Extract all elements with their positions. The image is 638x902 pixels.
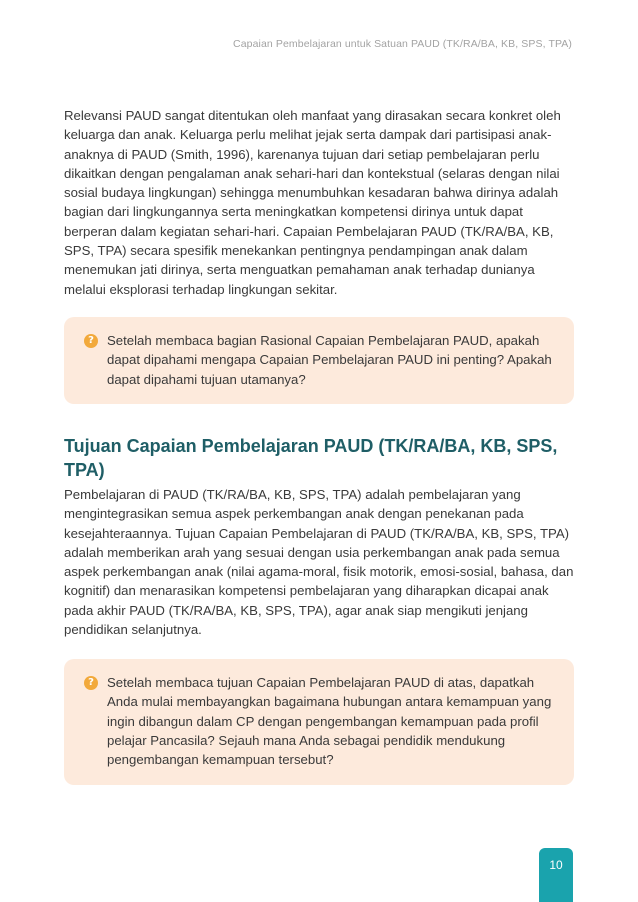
section-heading: Tujuan Capaian Pembelajaran PAUD (TK/RA/BA, KB, SPS, TPA) bbox=[64, 436, 558, 480]
reflection-question-2: Setelah membaca tujuan Capaian Pembelajaran PAUD di atas, dapatkah Anda mulai membayangkan bagaimana hubungan antara kemampuan yang ingin dibangun dalam CP dengan pengembangan kemampuan pada profil pelajar Pancasila? Sejauh mana Anda sebagai pendidik mendukung pengembangan kemampuan tersebut? bbox=[107, 675, 552, 768]
objectives-paragraph: Pembelajaran di PAUD (TK/RA/BA, KB, SPS, TPA) adalah pembelajaran yang mengintegrasikan semua aspek perkembangan anak dengan penekanan pada kesejahteraannya. Tujuan Capaian Pembelajaran di PAUD (TK/RA/BA, KB, SPS, TPA) adalah memberikan arah yang sesuai dengan usia perkembangan anak pada semua aspek perkembangan anak (nilai agama-moral, fisik motorik, emosi-sosial, bahasa, dan kognitif) dan menarasikan kompetensi pembelajaran yang diharapkan dicapai anak pada akhir PAUD (TK/RA/BA, KB, SPS, TPA), agar anak siap mengikuti jenjang pendidikan selanjutnya. bbox=[64, 487, 574, 638]
page-number: 10 bbox=[549, 858, 563, 872]
question-circle-icon: ? bbox=[84, 676, 98, 690]
reflection-callout-2 bbox=[64, 659, 574, 785]
page-number-tab bbox=[539, 848, 573, 902]
rationale-paragraph: Relevansi PAUD sangat ditentukan oleh manfaat yang dirasakan secara konkret oleh keluarga dan anak. Keluarga perlu melihat jejak serta dampak dari partisipasi anak-anaknya di PAUD (Smith, 1996), karenanya tujuan dari setiap pembelajaran perlu dikaitkan dengan pengalaman anak sehari-hari dan kontekstual (selaras dengan nilai sosial budaya lingkungan) sehingga menumbuhkan kesadaran bahwa dirinya adalah bagian dari lingkungannya serta meningkatkan kompetensi dirinya untuk dapat berperan dalam kegiatan sehari-hari. Capaian Pembelajaran PAUD (TK/RA/BA, KB, SPS, TPA) secara spesifik menekankan pentingnya pendampingan anak dalam menemukan jati dirinya, serta menguatkan pemahaman anak terhadap dunianya melalui eksplorasi terhadap lingkungan sekitar. bbox=[64, 108, 561, 297]
running-header: Capaian Pembelajaran untuk Satuan PAUD (TK/RA/BA, KB, SPS, TPA) bbox=[233, 38, 572, 50]
reflection-question-1: Setelah membaca bagian Rasional Capaian Pembelajaran PAUD, apakah dapat dipahami mengapa Capaian Pembelajaran PAUD ini penting? Apakah dapat dipahami tujuan utamanya? bbox=[107, 333, 552, 387]
question-circle-icon: ? bbox=[84, 334, 98, 348]
reflection-callout-1 bbox=[64, 317, 574, 404]
